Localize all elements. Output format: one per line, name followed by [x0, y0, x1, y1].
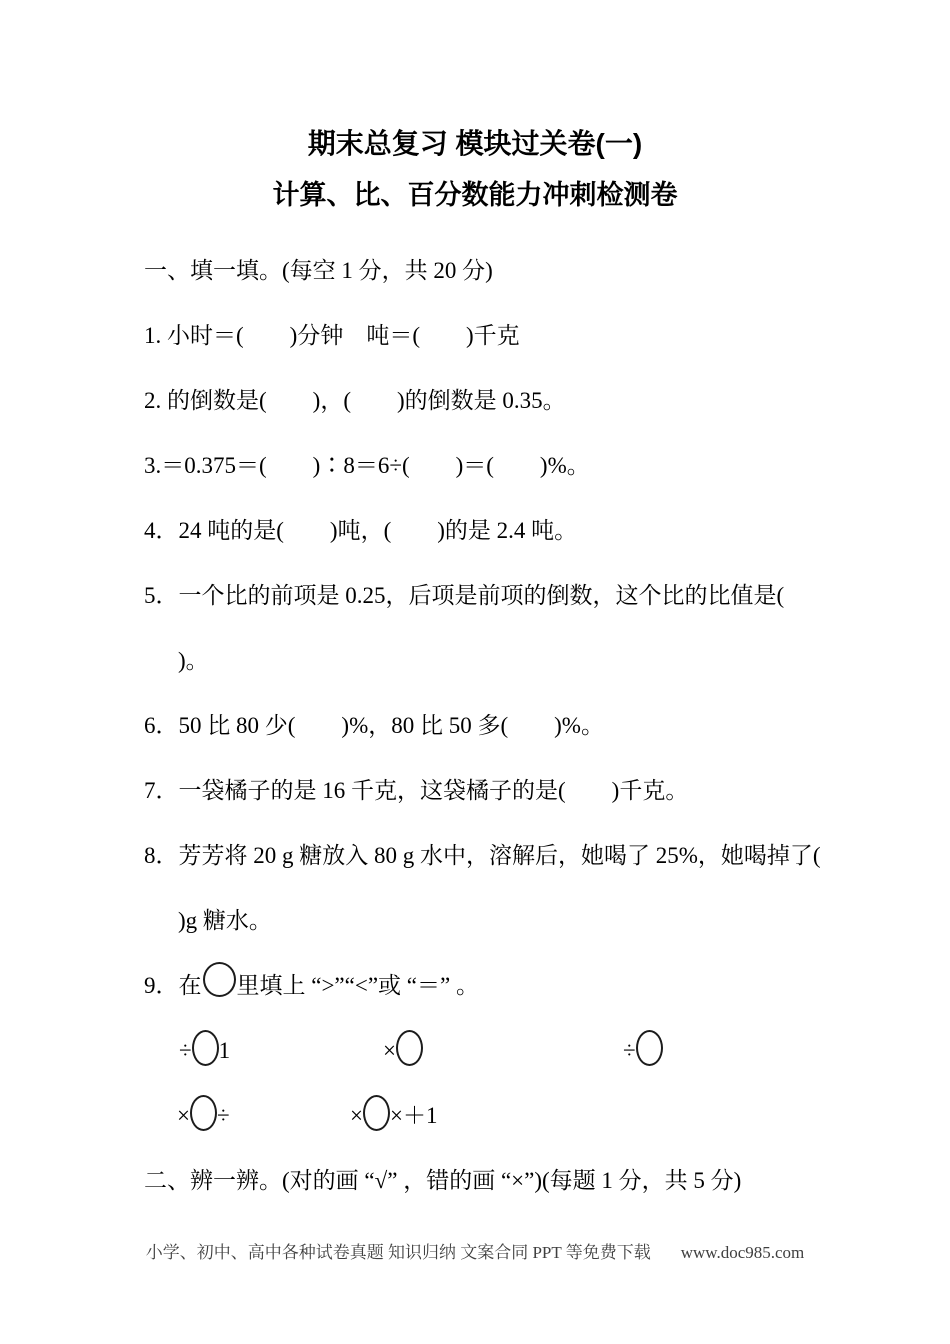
question-5-line-1: 5．一个比的前项是 0.25，后项是前项的倒数，这个比的比值是( — [144, 583, 785, 608]
compare-expression-3 — [623, 1018, 663, 1083]
compare-suffix: ×＋1 — [389, 1103, 438, 1128]
question-3: 3.＝0.375＝( )∶8＝6÷( )＝( )%。 — [144, 453, 590, 478]
compare-prefix: × — [383, 1038, 396, 1063]
footer-site-link[interactable]: www.doc985.com — [680, 1243, 805, 1262]
compare-expression-5 — [350, 1083, 437, 1148]
question-5-line-2: )。 — [178, 648, 209, 673]
compare-row-1 — [144, 1018, 850, 1083]
compare-row-2 — [144, 1083, 850, 1148]
question-9 — [144, 953, 850, 1018]
paper-body — [0, 238, 950, 1213]
footer-text: 小学、初中、高中各种试卷真题 知识归纳 文案合同 PPT 等免费下载 — [145, 1243, 651, 1262]
compare-expression-4 — [177, 1083, 230, 1148]
circle-placeholder-icon — [203, 962, 236, 997]
compare-expression-1 — [179, 1018, 230, 1083]
circle-placeholder-icon — [396, 1030, 423, 1066]
section-one-heading: 一、填一填。(每空 1 分，共 20 分) — [144, 258, 493, 283]
compare-suffix: 1 — [218, 1038, 231, 1063]
page-title: 期末总复习 模块过关卷(一) — [307, 128, 643, 159]
compare-suffix: ÷ — [216, 1103, 230, 1128]
compare-expression-2 — [383, 1018, 423, 1083]
circle-placeholder-icon — [192, 1030, 219, 1066]
question-6: 6．50 比 80 少( )%，80 比 50 多( )%。 — [144, 713, 604, 738]
question-2: 2. 的倒数是( )，( )的倒数是 0.35。 — [144, 388, 566, 413]
section-two-heading: 二、辨一辨。(对的画 “√” ，错的画 “×”)(每题 1 分，共 5 分) — [144, 1168, 742, 1193]
question-1: 1. 小时＝( )分钟 吨＝( )千克 — [144, 323, 520, 348]
page-subtitle: 计算、比、百分数能力冲刺检测卷 — [272, 180, 678, 210]
compare-prefix: ÷ — [623, 1038, 636, 1063]
question-7: 7．一袋橘子的是 16 千克，这袋橘子的是( )千克。 — [144, 778, 689, 803]
question-9-prefix: 9．在 — [144, 973, 202, 998]
circle-placeholder-icon — [190, 1095, 217, 1131]
question-8-line-2: )g 糖水。 — [178, 908, 272, 933]
question-4: 4．24 吨的是( )吨，( )的是 2.4 吨。 — [144, 518, 578, 543]
question-9-suffix: 里填上 “>”“<”或 “＝” 。 — [236, 973, 479, 998]
circle-placeholder-icon — [363, 1095, 390, 1131]
compare-prefix: × — [177, 1103, 190, 1128]
page-footer — [0, 1238, 950, 1263]
compare-prefix: × — [350, 1103, 363, 1128]
question-8-line-1: 8．芳芳将 20 g 糖放入 80 g 水中，溶解后，她喝了 25%，她喝掉了( — [144, 843, 821, 868]
compare-prefix: ÷ — [179, 1038, 192, 1063]
circle-placeholder-icon — [636, 1030, 663, 1066]
